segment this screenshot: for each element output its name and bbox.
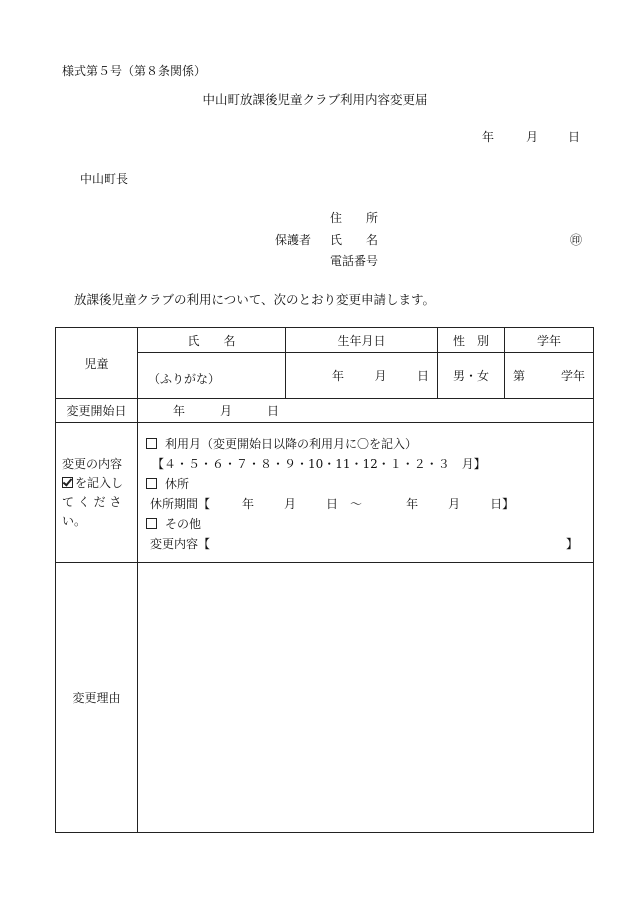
child-label-cell <box>56 328 138 399</box>
birth-month-label: 月 <box>374 369 387 383</box>
start-month-label: 月 <box>220 404 233 418</box>
grade-prefix: 第 <box>513 369 526 383</box>
addressee: 中山町長 <box>80 172 129 186</box>
sex-field[interactable] <box>438 353 505 399</box>
date-day-label: 日 <box>568 130 581 144</box>
reason-field[interactable] <box>138 563 594 833</box>
change-content-label-cell <box>56 423 138 563</box>
change-content-label: 変更内容【 <box>150 537 211 551</box>
start-date-label: 変更開始日 <box>56 399 138 423</box>
change-label-line2: を記入し <box>75 475 124 490</box>
start-date-field[interactable] <box>138 399 594 423</box>
months-selector[interactable] <box>146 454 593 474</box>
usage-month-option-label: 利用月（変更開始日以降の利用月に〇を記入） <box>165 437 418 451</box>
document-title: 中山町放課後児童クラブ利用内容変更届 <box>202 92 428 107</box>
change-content-close-bracket: 】 <box>566 537 579 551</box>
suspend-day-1: 日 ～ <box>326 497 363 511</box>
date-year-label: 年 <box>482 130 495 144</box>
guardian-address-label: 住 所 <box>330 211 379 225</box>
checked-box-icon <box>62 477 73 488</box>
suspend-month-1: 月 <box>284 497 297 511</box>
name-header: 氏 名 <box>138 328 286 353</box>
child-name-field[interactable] <box>138 353 286 399</box>
guardian-group-label: 保護者 <box>275 233 312 247</box>
birth-header: 生年月日 <box>286 328 438 353</box>
date-month-label: 月 <box>526 130 539 144</box>
guardian-phone-label: 電話番号 <box>330 254 379 268</box>
change-content-field[interactable] <box>146 534 593 554</box>
change-label-line4: い。 <box>62 513 87 528</box>
form-number: 様式第５号（第８条関係） <box>62 64 207 78</box>
start-day-label: 日 <box>267 404 280 418</box>
intro-text: 放課後児童クラブの利用について、次のとおり変更申請します。 <box>74 292 436 307</box>
months-line: 【４・５・６・７・８・９・10・11・12・１・２・３ 月】 <box>152 457 486 471</box>
grade-header: 学年 <box>505 328 594 353</box>
sex-header: 性 別 <box>438 328 505 353</box>
usage-month-checkbox[interactable] <box>146 438 157 449</box>
birth-year-label: 年 <box>332 369 345 383</box>
birth-date-field[interactable] <box>286 353 438 399</box>
furigana-label: （ふりがな） <box>148 372 221 386</box>
suspend-year-1: 年 <box>242 497 255 511</box>
suspend-period-field[interactable] <box>146 494 593 514</box>
suspend-checkbox[interactable] <box>146 478 157 489</box>
change-label-line3: て く だ さ <box>62 494 122 509</box>
grade-suffix: 学年 <box>560 369 585 383</box>
other-option-label: その他 <box>165 517 202 531</box>
child-label: 児童 <box>84 356 109 371</box>
change-details-cell <box>138 423 594 563</box>
start-year-label: 年 <box>173 404 186 418</box>
suspend-year-2: 年 <box>406 497 419 511</box>
birth-day-label: 日 <box>416 369 429 383</box>
suspend-option-label: 休所 <box>165 477 190 491</box>
grade-field[interactable] <box>505 353 594 399</box>
suspend-month-2: 月 <box>448 497 461 511</box>
suspend-period-label: 休所期間【 <box>150 497 211 511</box>
change-label-line1: 変更の内容 <box>62 456 123 471</box>
other-checkbox[interactable] <box>146 518 157 529</box>
reason-label: 変更理由 <box>56 563 138 833</box>
seal-mark: ㊞ <box>570 233 583 247</box>
change-form-table <box>55 327 594 833</box>
guardian-name-label: 氏 名 <box>330 233 379 247</box>
sex-options: 男・女 <box>452 369 489 383</box>
suspend-day-2: 日】 <box>490 497 515 511</box>
